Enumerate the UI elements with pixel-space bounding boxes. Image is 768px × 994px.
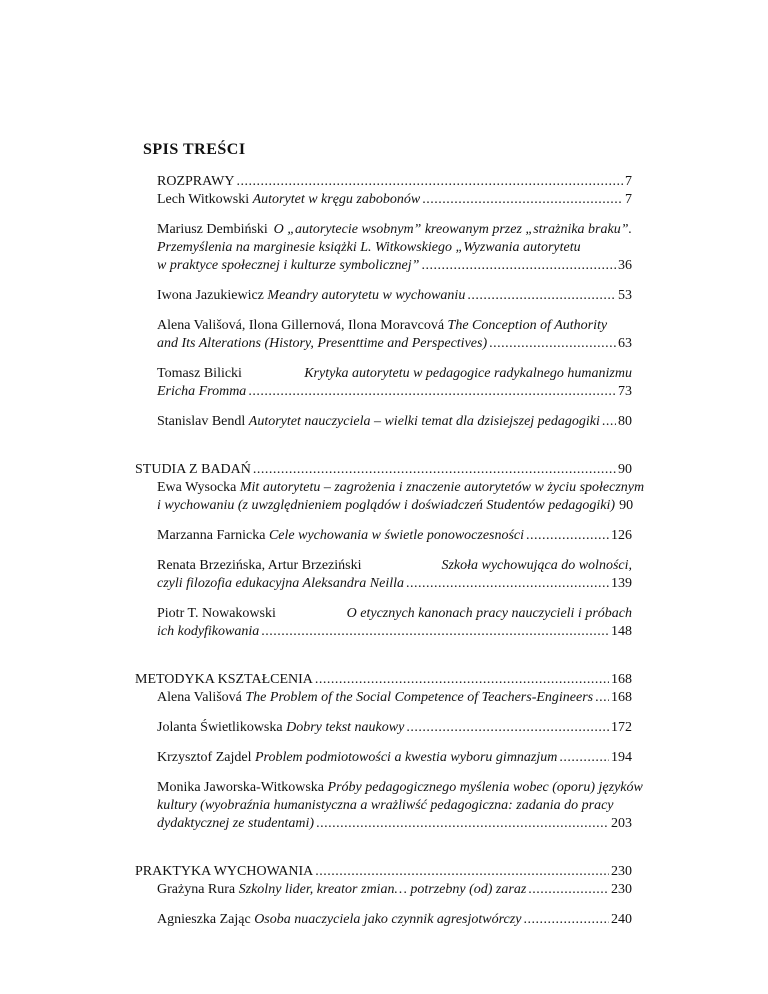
entry-title-continued: i wychowaniu (z uwzględnieniem poglądów i doświadczeń Studentów pedagogiki) xyxy=(157,498,616,513)
entry-author: Ewa Wysocka xyxy=(157,480,237,495)
entry-author: Jolanta Świetlikowska xyxy=(157,720,283,735)
entry-author: Alena Vališová, Ilona Gillernová, Ilona Moravcová xyxy=(157,318,445,333)
entry-title: The Conception of Authority xyxy=(447,318,608,333)
entry-title: Autorytet nauczyciela – wielki temat dla dzisiejszej pedagogiki xyxy=(248,414,600,429)
page-number: 230 xyxy=(611,864,632,879)
entry-title: Próby pedagogicznego myślenia wobec (oporu) języków xyxy=(327,780,643,795)
page-number: 36 xyxy=(618,258,632,273)
leader-dots xyxy=(315,863,609,880)
leader-dots xyxy=(248,383,616,400)
entry-title-continued: Ericha Fromma xyxy=(157,384,247,399)
leader-dots xyxy=(422,191,623,208)
toc-entry[interactable] xyxy=(157,527,632,544)
entry-title: Meandry autorytetu w wychowaniu xyxy=(267,288,466,303)
entry-title-continued: w praktyce społecznej i kulturze symbolicznej” xyxy=(157,258,420,273)
page-number: 230 xyxy=(611,882,632,897)
section-studia[interactable] xyxy=(135,461,632,478)
leader-dots xyxy=(406,719,609,736)
entry-title-continued: dydaktycznej ze studentami) xyxy=(157,816,315,831)
entry-author: Alena Vališová xyxy=(157,690,242,705)
entry-title: The Problem of the Social Competence of Teachers-Engineers xyxy=(245,690,594,705)
leader-dots xyxy=(489,335,616,352)
page-number: 168 xyxy=(611,672,632,687)
entry-title: Szkolny lider, kreator zmian… potrzebny (od) zaraz xyxy=(238,882,527,897)
page-number: 194 xyxy=(611,750,632,765)
entry-title: Cele wychowania w świetle ponowoczesności xyxy=(268,528,525,543)
entry-author: Tomasz Bilicki xyxy=(157,366,242,381)
leader-dots xyxy=(253,461,616,478)
leader-dots xyxy=(602,413,616,430)
leader-dots xyxy=(406,575,609,592)
toc-entry[interactable] xyxy=(157,287,632,304)
section-label: ROZPRAWY xyxy=(157,174,235,189)
page-number: 90 xyxy=(619,498,634,513)
toc-entry[interactable] xyxy=(157,911,632,928)
entry-author: Monika Jaworska-Witkowska xyxy=(157,780,325,795)
entry-author: Piotr T. Nowakowski xyxy=(157,606,276,621)
entry-title: Problem podmiotowości a kwestia wyboru gimnazjum xyxy=(254,750,558,765)
toc-entry[interactable] xyxy=(157,413,632,430)
entry-title-continued: ich kodyfikowania xyxy=(157,624,260,639)
entry-title: Dobry tekst naukowy xyxy=(286,720,405,735)
entry-author: Renata Brzezińska, Artur Brzeziński xyxy=(157,558,362,573)
page-number: 126 xyxy=(611,528,632,543)
page-number: 148 xyxy=(611,624,632,639)
entry-title-continued: kultury (wyobraźnia humanistyczna a wrażliwść pedagogiczna: zadania do pracy xyxy=(157,798,614,813)
section-metodyka[interactable] xyxy=(135,671,632,688)
page-number: 63 xyxy=(618,336,632,351)
page-number: 168 xyxy=(611,690,632,705)
toc-entry[interactable] xyxy=(157,719,632,736)
leader-dots xyxy=(421,257,616,274)
section-rozprawy[interactable] xyxy=(157,173,632,190)
entry-title: O „autorytecie wsobnym” kreowanym przez „strażnika braku”. xyxy=(273,222,632,237)
section-label: STUDIA Z BADAŃ xyxy=(135,462,251,477)
entry-author: Agnieszka Zając xyxy=(157,912,251,927)
section-label: METODYKA KSZTAŁCENIA xyxy=(135,672,313,687)
page-number: 90 xyxy=(618,462,632,477)
page-number: 80 xyxy=(618,414,632,429)
leader-dots xyxy=(528,881,609,898)
page-number: 139 xyxy=(611,576,632,591)
page-number: 73 xyxy=(618,384,632,399)
leader-dots xyxy=(467,287,616,304)
page-number: 7 xyxy=(625,174,632,189)
page-title: SPIS TREŚCI xyxy=(143,141,246,158)
entry-title-continued: Przemyślenia na marginesie książki L. Witkowskiego „Wyzwania autorytetu xyxy=(157,240,581,255)
leader-dots xyxy=(315,671,609,688)
entry-author: Krzysztof Zajdel xyxy=(157,750,252,765)
entry-title-continued: czyli filozofia edukacyjna Aleksandra Neilla xyxy=(157,576,405,591)
page-number: 172 xyxy=(611,720,632,735)
entry-author: Mariusz Dembiński xyxy=(157,222,268,237)
page-number: 203 xyxy=(611,816,632,831)
entry-title: Osoba nuaczyciela jako czynnik agresjotwórczy xyxy=(254,912,522,927)
entry-author: Grażyna Rura xyxy=(157,882,236,897)
section-label: PRAKTYKA WYCHOWANIA xyxy=(135,864,314,879)
page-number: 53 xyxy=(618,288,632,303)
entry-title: Szkoła wychowująca do wolności, xyxy=(441,558,632,573)
section-praktyka[interactable] xyxy=(135,863,632,880)
page-number: 240 xyxy=(611,912,632,927)
entry-title-continued: and Its Alterations (History, Presenttime and Perspectives) xyxy=(157,336,488,351)
toc-entry[interactable] xyxy=(157,881,632,898)
leader-dots xyxy=(236,173,623,190)
entry-author: Marzanna Farnicka xyxy=(157,528,266,543)
leader-dots xyxy=(559,749,609,766)
entry-title: Krytyka autorytetu w pedagogice radykalnego humanizmu xyxy=(304,366,632,381)
entry-author: Iwona Jazukiewicz xyxy=(157,288,264,303)
toc-entry[interactable] xyxy=(157,689,632,706)
leader-dots xyxy=(595,689,609,706)
entry-title: Mit autorytetu – zagrożenia i znaczenie autorytetów w życiu społecznym xyxy=(239,480,645,495)
entry-author: Stanislav Bendl xyxy=(157,414,246,429)
entry-title: O etycznych kanonach pracy nauczycieli i próbach xyxy=(346,606,632,621)
leader-dots xyxy=(261,623,609,640)
leader-dots xyxy=(526,527,609,544)
toc-entry[interactable] xyxy=(157,191,632,208)
page-number: 7 xyxy=(625,192,632,207)
toc-entry[interactable] xyxy=(157,749,632,766)
entry-title: Autorytet w kręgu zabobonów xyxy=(252,192,421,207)
entry-author: Lech Witkowski xyxy=(157,192,250,207)
leader-dots xyxy=(523,911,609,928)
leader-dots xyxy=(316,815,609,832)
